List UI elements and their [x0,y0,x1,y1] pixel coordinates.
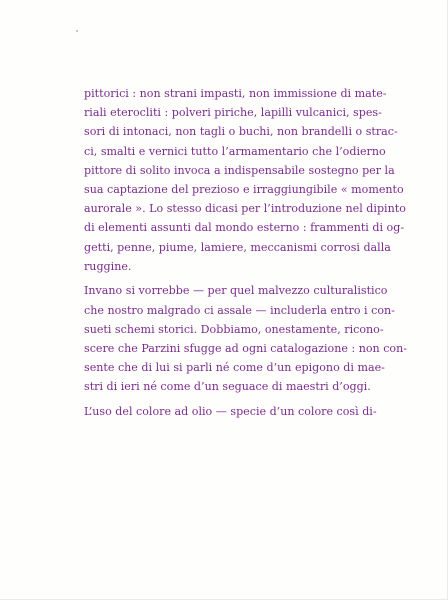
paper-speck [76,30,78,32]
text-line: sueti schemi storici. Dobbiamo, onestamente, ricono- [84,322,384,336]
text-line: aurorale ». Lo stesso dicasi per l’introduzione nel dipinto [84,202,406,216]
paragraph-1 [84,84,406,276]
text-line: stri di ieri né come d’un seguace di maestri d’oggi. [84,380,371,394]
text-column [84,84,407,421]
text-line: sua captazione del prezioso e irraggiungibile « momento [84,182,404,196]
text-line: L’uso del colore ad olio — specie d’un colore così di- [84,405,377,419]
paragraph-3 [84,402,377,421]
text-line: pittore di solito invoca a indispensabile sostegno per la [84,163,395,177]
text-line: Invano si vorrebbe — per quel malvezzo culturalistico [84,284,388,298]
text-line: riali eterocliti : polveri piriche, lapilli vulcanici, spes- [84,106,382,120]
text-line: sori di intonaci, non tagli o buchi, non brandelli o strac- [84,125,398,139]
text-line: sente che di lui si parli né come d’un epigono di mae- [84,361,385,375]
text-line: pittorici : non strani impasti, non immissione di mate- [84,87,387,100]
text-line: ci, smalti e vernici tutto l’armamentario che l’odierno [84,144,386,158]
text-line: di elementi assunti dal mondo esterno : frammenti di og- [84,221,405,235]
text-line: getti, penne, piume, lamiere, meccanismi corrosi dalla [84,240,391,254]
text-line: che nostro malgrado ci assale — includerla entro i con- [84,303,395,317]
text-line: ruggine. [84,259,132,273]
text-line: scere che Parzini sfugge ad ogni catalogazione : non con- [84,342,407,356]
paragraph-2 [84,281,407,396]
